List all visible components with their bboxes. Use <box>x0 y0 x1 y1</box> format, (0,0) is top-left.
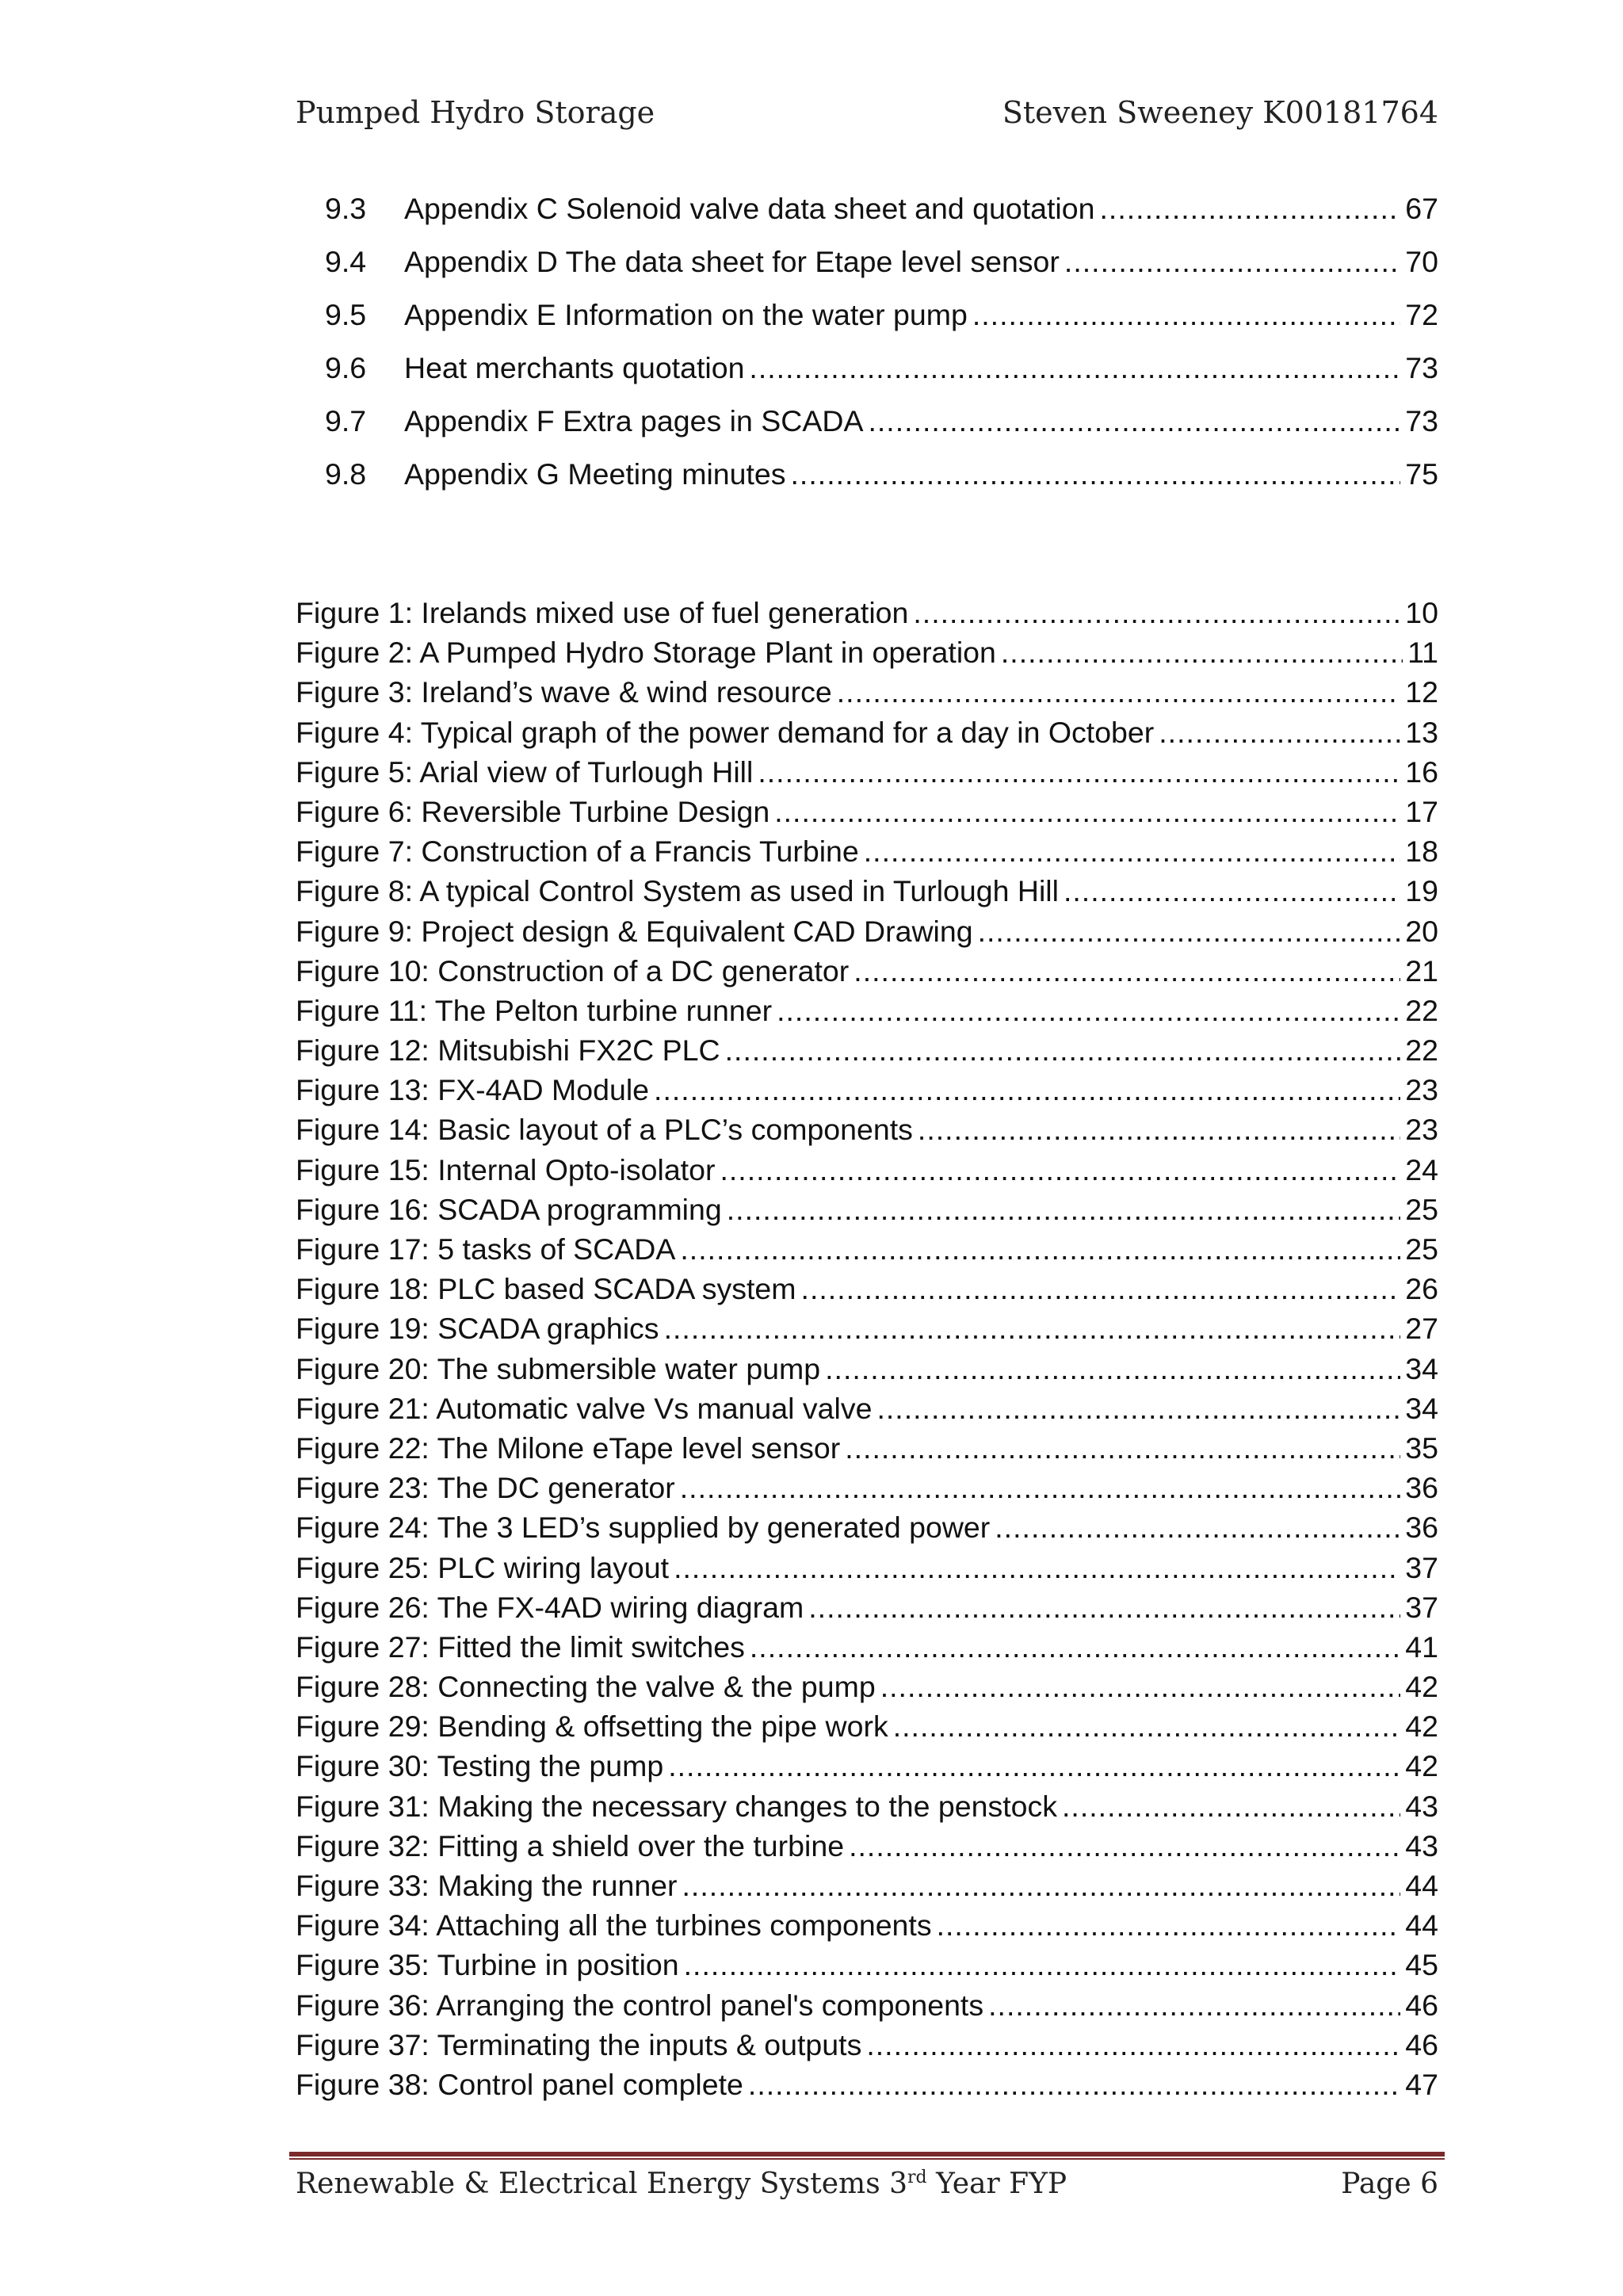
footer-course: Renewable & Electrical Energy Systems 3rd Year FYP <box>296 2168 1067 2200</box>
dot-leader <box>978 915 1401 949</box>
figure-entry[interactable] <box>296 1869 1438 1908</box>
figure-entry[interactable] <box>296 1272 1438 1312</box>
toc-entry-page: 73 <box>1405 351 1438 384</box>
figure-entry-title: Figure 28: Connecting the valve & the pump <box>296 1670 876 1704</box>
figure-entry[interactable] <box>296 1511 1438 1550</box>
toc-entry-number: 9.8 <box>325 457 367 491</box>
figure-entry-page: 23 <box>1405 1073 1438 1107</box>
dot-leader <box>664 1312 1401 1346</box>
dot-leader <box>777 994 1400 1028</box>
figure-entry[interactable] <box>296 716 1438 755</box>
dot-leader <box>918 1113 1400 1147</box>
figure-entry-page: 42 <box>1405 1749 1438 1783</box>
figure-entry[interactable] <box>296 1790 1438 1829</box>
dot-leader <box>913 596 1400 630</box>
figure-entry-title: Figure 13: FX-4AD Module <box>296 1073 650 1107</box>
figure-entry-page: 18 <box>1405 835 1438 869</box>
figure-entry-title: Figure 31: Making the necessary changes to the penstock <box>296 1789 1057 1823</box>
dot-leader <box>845 1431 1400 1465</box>
toc-entry-title: Appendix F Extra pages in SCADA <box>404 404 864 437</box>
figure-entry[interactable] <box>296 1948 1438 1988</box>
dot-leader <box>864 835 1401 869</box>
dot-leader <box>868 404 1400 438</box>
dot-leader <box>825 1352 1400 1386</box>
figure-entry-page: 27 <box>1405 1312 1438 1346</box>
figure-entry-page: 42 <box>1405 1670 1438 1704</box>
figure-entry-page: 43 <box>1405 1828 1438 1862</box>
list-of-figures <box>296 596 1438 2107</box>
figure-entry-page: 24 <box>1405 1152 1438 1186</box>
figure-entry-page: 13 <box>1405 715 1438 749</box>
toc-entry-title: Heat merchants quotation <box>404 351 745 384</box>
figure-entry[interactable] <box>296 636 1438 675</box>
figure-entry-page: 35 <box>1405 1431 1438 1465</box>
toc-entry[interactable] <box>296 298 1438 351</box>
figure-entry[interactable] <box>296 795 1438 835</box>
page-footer <box>296 2168 1438 2200</box>
dot-leader <box>680 1232 1400 1266</box>
figure-entry-title: Figure 34: Attaching all the turbines components <box>296 1908 932 1943</box>
dot-leader <box>774 795 1400 829</box>
figure-entry-page: 23 <box>1405 1113 1438 1147</box>
toc-entry-page: 73 <box>1405 404 1438 437</box>
figure-entry-title: Figure 10: Construction of a DC generator <box>296 953 850 988</box>
figure-entry-title: Figure 16: SCADA programming <box>296 1192 722 1226</box>
dot-leader <box>791 457 1401 491</box>
dot-leader <box>893 1710 1401 1744</box>
dot-leader <box>654 1073 1400 1107</box>
figure-entry-page: 11 <box>1407 636 1438 670</box>
figure-entry-page: 25 <box>1405 1192 1438 1226</box>
dot-leader <box>1064 245 1400 279</box>
dot-leader <box>880 1670 1401 1704</box>
figure-entry[interactable] <box>296 1471 1438 1511</box>
figure-entry-page: 22 <box>1405 993 1438 1027</box>
figure-entry[interactable] <box>296 1749 1438 1789</box>
figure-entry-title: Figure 9: Project design & Equivalent CAD Drawing <box>296 914 973 948</box>
figure-entry-title: Figure 4: Typical graph of the power demand for a day in October <box>296 715 1155 749</box>
figure-entry-page: 21 <box>1405 953 1438 988</box>
figure-entry[interactable] <box>296 1630 1438 1670</box>
figure-entry-page: 41 <box>1405 1629 1438 1664</box>
figure-entry[interactable] <box>296 1073 1438 1113</box>
figure-entry-page: 37 <box>1405 1590 1438 1624</box>
figure-entry-page: 47 <box>1405 2067 1438 2101</box>
figure-entry[interactable] <box>296 915 1438 954</box>
dot-leader <box>854 954 1400 988</box>
figure-entry-page: 34 <box>1405 1351 1438 1385</box>
figure-entry-page: 12 <box>1405 675 1438 709</box>
toc-entry[interactable] <box>296 404 1438 457</box>
footer-page-number: Page 6 <box>1341 2168 1438 2200</box>
figure-entry-title: Figure 19: SCADA graphics <box>296 1312 659 1346</box>
figure-entry-title: Figure 6: Reversible Turbine Design <box>296 794 770 828</box>
toc-entry-number: 9.4 <box>325 245 367 278</box>
figure-entry[interactable] <box>296 1193 1438 1232</box>
toc-entry-page: 72 <box>1405 298 1438 331</box>
figure-entry-page: 20 <box>1405 914 1438 948</box>
dot-leader <box>988 1988 1400 2023</box>
figure-entry-page: 19 <box>1405 874 1438 908</box>
figure-entry-title: Figure 3: Ireland’s wave & wind resource <box>296 675 832 709</box>
figure-entry-title: Figure 30: Testing the pump <box>296 1749 664 1783</box>
figure-entry[interactable] <box>296 1551 1438 1591</box>
figure-entry-title: Figure 23: The DC generator <box>296 1471 675 1505</box>
table-of-contents <box>296 192 1438 510</box>
figure-entry[interactable] <box>296 954 1438 994</box>
figure-entry-page: 26 <box>1405 1272 1438 1306</box>
toc-entry-page: 70 <box>1405 245 1438 278</box>
figure-entry-title: Figure 25: PLC wiring layout <box>296 1550 670 1584</box>
figure-entry-title: Figure 35: Turbine in position <box>296 1948 679 1982</box>
figure-entry-page: 34 <box>1405 1391 1438 1425</box>
figure-entry[interactable] <box>296 1591 1438 1630</box>
dot-leader <box>972 298 1400 332</box>
figure-entry-page: 36 <box>1405 1471 1438 1505</box>
page-header <box>296 95 1438 130</box>
figure-entry-page: 17 <box>1405 794 1438 828</box>
figure-entry-title: Figure 5: Arial view of Turlough Hill <box>296 755 754 789</box>
figure-entry[interactable] <box>296 1392 1438 1431</box>
figure-entry-title: Figure 7: Construction of a Francis Turbine <box>296 835 859 869</box>
figure-entry-page: 36 <box>1405 1511 1438 1545</box>
dot-leader <box>1159 716 1400 750</box>
figure-entry-title: Figure 20: The submersible water pump <box>296 1351 821 1385</box>
figure-entry-title: Figure 37: Terminating the inputs & outputs <box>296 2027 862 2061</box>
toc-entry[interactable] <box>296 457 1438 510</box>
figure-entry-title: Figure 1: Irelands mixed use of fuel generation <box>296 596 909 629</box>
figure-entry[interactable] <box>296 1033 1438 1073</box>
figure-entry-page: 46 <box>1405 1988 1438 2022</box>
dot-leader <box>937 1908 1401 1943</box>
header-document-title: Pumped Hydro Storage <box>296 95 655 130</box>
dot-leader <box>749 351 1400 385</box>
figure-entry[interactable] <box>296 1312 1438 1351</box>
figure-entry-title: Figure 33: Making the runner <box>296 1869 678 1902</box>
toc-entry-title: Appendix E Information on the water pump <box>404 298 968 331</box>
toc-entry[interactable] <box>296 245 1438 298</box>
dot-leader <box>727 1193 1401 1227</box>
dot-leader <box>720 1153 1400 1187</box>
dot-leader <box>758 755 1400 789</box>
figure-entry[interactable] <box>296 1710 1438 1749</box>
figure-entry[interactable] <box>296 1232 1438 1272</box>
dot-leader <box>748 2068 1400 2102</box>
dot-leader <box>1099 192 1400 226</box>
figure-entry[interactable] <box>296 1113 1438 1152</box>
footer-rule <box>289 2152 1445 2160</box>
toc-entry-number: 9.5 <box>325 298 367 331</box>
figure-entry-page: 44 <box>1405 1869 1438 1902</box>
dot-leader <box>876 1392 1400 1426</box>
figure-entry-page: 42 <box>1405 1710 1438 1744</box>
toc-entry-title: Appendix G Meeting minutes <box>404 457 786 491</box>
figure-entry[interactable] <box>296 994 1438 1033</box>
figure-entry-page: 25 <box>1405 1232 1438 1266</box>
dot-leader <box>849 1829 1400 1863</box>
figure-entry-page: 22 <box>1405 1033 1438 1068</box>
toc-entry-page: 75 <box>1405 457 1438 491</box>
figure-entry-page: 45 <box>1405 1948 1438 1982</box>
figure-entry-title: Figure 27: Fitted the limit switches <box>296 1629 745 1664</box>
figure-entry-page: 16 <box>1405 755 1438 789</box>
toc-entry[interactable] <box>296 192 1438 245</box>
dot-leader <box>750 1630 1400 1664</box>
figure-entry[interactable] <box>296 675 1438 715</box>
dot-leader <box>682 1869 1401 1903</box>
dot-leader <box>725 1033 1401 1068</box>
figure-entry[interactable] <box>296 596 1438 636</box>
dot-leader <box>668 1749 1400 1783</box>
figure-entry-page: 10 <box>1405 596 1438 629</box>
dot-leader <box>674 1551 1400 1585</box>
figure-entry-title: Figure 18: PLC based SCADA system <box>296 1272 796 1306</box>
toc-entry-title: Appendix D The data sheet for Etape level sensor <box>404 245 1060 278</box>
figure-entry[interactable] <box>296 1153 1438 1193</box>
figure-entry-title: Figure 24: The 3 LED’s supplied by generated power <box>296 1511 991 1545</box>
toc-entry-page: 67 <box>1405 192 1438 225</box>
figure-entry-page: 46 <box>1405 2027 1438 2061</box>
figure-entry-title: Figure 29: Bending & offsetting the pipe work <box>296 1710 888 1744</box>
dot-leader <box>684 1948 1401 1982</box>
figure-entry-title: Figure 11: The Pelton turbine runner <box>296 993 773 1027</box>
toc-entry-title: Appendix C Solenoid valve data sheet and quotation <box>404 192 1095 225</box>
figure-entry-title: Figure 14: Basic layout of a PLC’s components <box>296 1113 913 1147</box>
figure-entry-title: Figure 8: A typical Control System as used in Turlough Hill <box>296 874 1059 908</box>
dot-leader <box>1062 1790 1400 1824</box>
figure-entry[interactable] <box>296 1988 1438 2028</box>
figure-entry-title: Figure 21: Automatic valve Vs manual valve <box>296 1391 873 1425</box>
toc-entry-number: 9.7 <box>325 404 367 437</box>
toc-entry[interactable] <box>296 351 1438 404</box>
figure-entry-title: Figure 26: The FX-4AD wiring diagram <box>296 1590 804 1624</box>
dot-leader <box>808 1591 1400 1625</box>
figure-entry[interactable] <box>296 2068 1438 2107</box>
figure-entry[interactable] <box>296 2028 1438 2068</box>
figure-entry-title: Figure 2: A Pumped Hydro Storage Plant in operation <box>296 636 996 670</box>
dot-leader <box>837 675 1401 709</box>
dot-leader <box>680 1471 1401 1505</box>
figure-entry[interactable] <box>296 874 1438 914</box>
header-author: Steven Sweeney K00181764 <box>1002 95 1438 130</box>
dot-leader <box>866 2028 1400 2062</box>
dot-leader <box>801 1272 1401 1306</box>
dot-leader <box>1064 874 1400 908</box>
figure-entry[interactable] <box>296 1829 1438 1869</box>
figure-entry-title: Figure 15: Internal Opto-isolator <box>296 1152 716 1186</box>
figure-entry-title: Figure 17: 5 tasks of SCADA <box>296 1232 676 1266</box>
figure-entry-title: Figure 32: Fitting a shield over the turbine <box>296 1828 845 1862</box>
toc-entry-number: 9.3 <box>325 192 367 225</box>
figure-entry[interactable] <box>296 1670 1438 1710</box>
figure-entry[interactable] <box>296 755 1438 795</box>
figure-entry[interactable] <box>296 1908 1438 1948</box>
figure-entry[interactable] <box>296 835 1438 874</box>
figure-entry-title: Figure 12: Mitsubishi FX2C PLC <box>296 1033 720 1068</box>
dot-leader <box>1001 636 1403 670</box>
figure-entry[interactable] <box>296 1352 1438 1392</box>
toc-entry-number: 9.6 <box>325 351 367 384</box>
figure-entry-title: Figure 38: Control panel complete <box>296 2067 743 2101</box>
figure-entry[interactable] <box>296 1431 1438 1471</box>
dot-leader <box>995 1511 1400 1545</box>
figure-entry-page: 44 <box>1405 1908 1438 1943</box>
figure-entry-page: 43 <box>1405 1789 1438 1823</box>
figure-entry-title: Figure 36: Arranging the control panel's components <box>296 1988 984 2022</box>
figure-entry-page: 37 <box>1405 1550 1438 1584</box>
figure-entry-title: Figure 22: The Milone eTape level sensor <box>296 1431 841 1465</box>
